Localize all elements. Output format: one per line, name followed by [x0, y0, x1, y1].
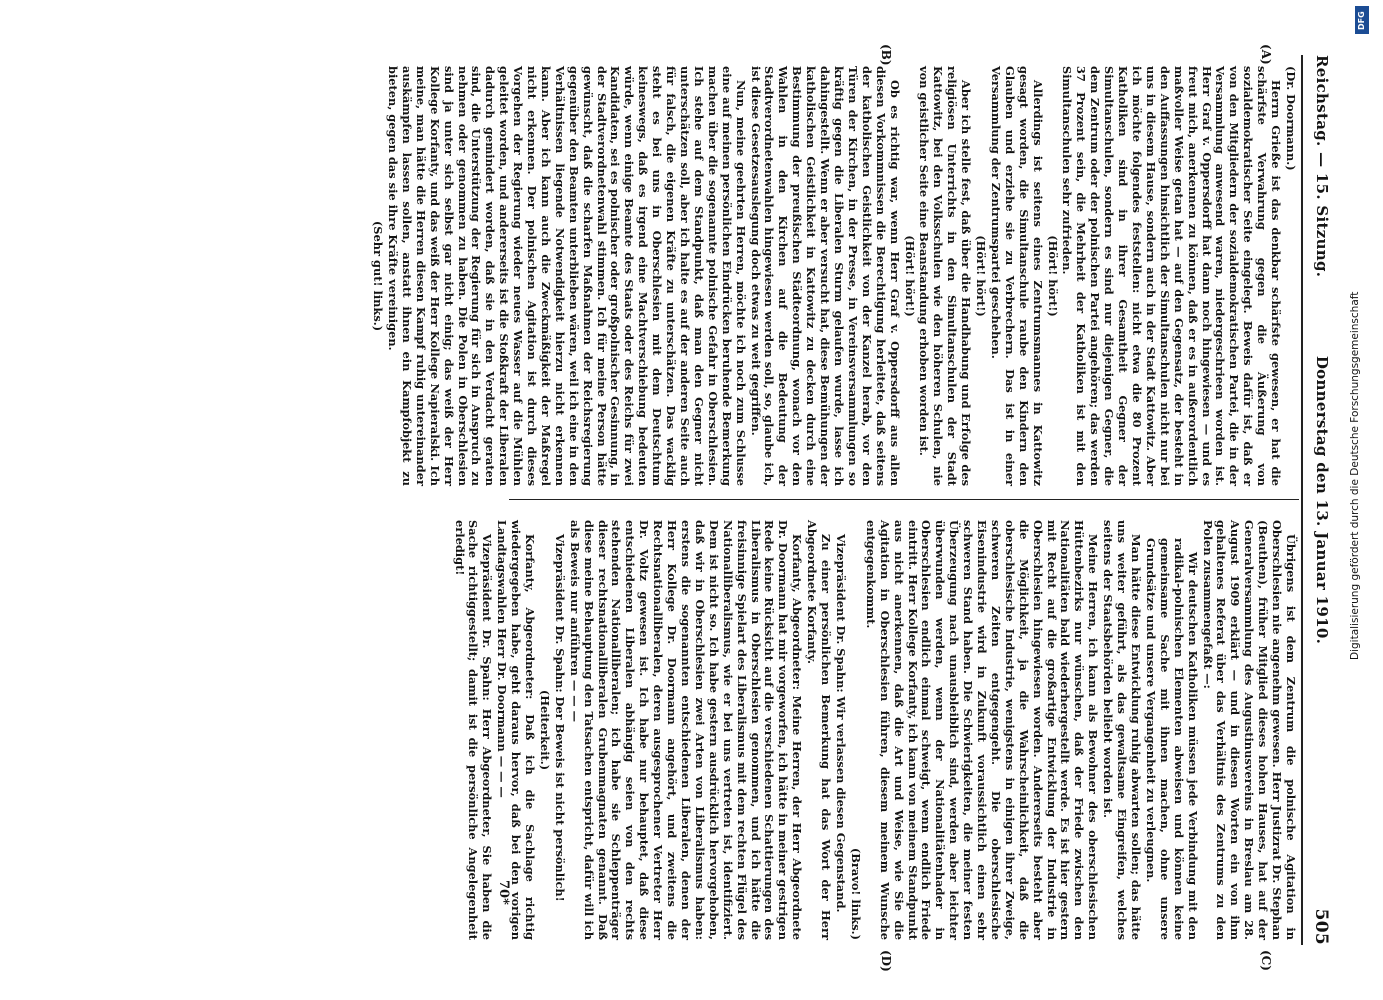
digitization-credit: Digitalisierung gefördert durch die Deutsche Forschungsgemeinschaft: [1349, 291, 1361, 660]
interjection: (Hört! hört!): [974, 235, 989, 317]
paragraph: Korfanty, Abgeordneter: Meine Herren, der Herr Abgeordnete Dr. Doormann hat mir vorgeworfen, ich hätte in meiner gestrigen Rede keine Rücksicht auf die verschiedenen Schattierungen des Liberalismus in Oberschlesien genommen, und ich hätte die freisinnige Spielart des Liberalismus mit dem rechten Flügel des Nationalliberalismus, wie er bei uns vertreten ist, identifiziert. Dem ist nicht so. Ich habe gestern ausdrücklich hervorgehoben, daß wir in Oberschlesien zwei Arten von Liberalismus haben: erstens die sogenannten entschiedenen Liberalen, denen der Herr Kollege Dr. Doormann angehört, und zweitens die Rechtsnationalliberalen, deren ausgesprochener Vertreter Herr Dr. Voltz gewesen ist. Ich habe nur behauptet, daß diese entschiedenen Liberalen abhängig seien von den rechts stehenden Nationalliberalen; ich habe sie Schleppenträger dieser rechtsnationalliberalen Grubenmagnaten genannt. Daß diese meine Behauptung den Tatsachen entspricht, dafür will ich als Beweis nur anführen — — —: [567, 520, 805, 940]
paragraph: Herrn Grieße ist das denkbar schärfste gewesen, er hat die schärfste Verwahrung gegen die Äußerung von sozialdemokratischer Seite eingelegt. Beweis dafür ist, daß er von den Mitgliedern der sozialdemokratischen Partei, die in der Versammlung anwesend waren, niedergeschrieen worden ist. Herr Graf v. Oppersdorff hat dann noch hingewiesen — und es freut mich, anerkennen zu können, daß er es in außerordentlich maßvoller Weise getan hat — auf den Gegensatz, der besteht in den Auffassungen hinsichtlich der Simultanschulen nicht nur bei uns in diesem Hause, sondern auch in der Stadt Kattowitz. Aber ich möchte folgendes feststellen: nicht etwa die 80 Prozent Katholiken sind in ihrer Gesamtheit Gegner der Simultanschulen, sondern es sind nur diejenigen Gegner, die dem Zentrum oder der polnischen Partei angehören; das werden 37 Prozent sein, die Mehrheit der Katholiken ist mit den Simultanschulen sehr zufrieden.: [1060, 66, 1284, 486]
interjection: (Bravo! links.): [848, 847, 863, 940]
quotation: Wir deutschen Katholiken müssen jede Verbindung mit den radikal-polnischen Elementen abweisen und können keine gemeinsame Sache mit ihnen machen, ohne unsere Grundsätze und unsere Vergangenheit zu verleugnen.: [1143, 538, 1200, 940]
paragraph: Nun, meine geehrten Herren, möchte ich noch zum Schlusse eine auf meinen persönlichen Eindrücken beruhende Bemerkung machen über die sogenannte polnische Gefahr in Oberschlesien. Ich stehe auf dem Standpunkt, daß man den Gegner nicht unterschätzen soll, aber ich halte es auf der anderen Seite auch für falsch, die eigenen Kräfte zu unterschätzen. Das wacklig steht es bei uns in Oberschlesien mit dem Deutschtum keineswegs, daß es irgend eine Machtverschiebung bedeuten würde, wenn einige Beamte des Staats oder des Reichs für zwei Kandidaten, sei es polnischer oder großpolnischer Gesinnung, in der Stadtverordnetenwahl stimmen. Ich für meine Person hätte gewünscht, daß die scharfen Maßnahmen der Reichsregierung gegenüber den Beamten unterblieben wären, weil ich eine in den Verhältnissen liegende Notwendigkeit hierzu nicht erkennen kann. Aber ich kann auch die Zweckmäßigkeit der Maßregel nicht erkennen. Der polnischen Agitation ist durch dieses Vorgehen der Regierung wieder neues Wasser auf die Mühlen geleitet worden, und andererseits ist die Stoßkraft der Liberalen dadurch gemindert worden, daß sie in den Verdacht geraten sind, die Unterstützung der Regierung für sich in Anspruch zu nehmen oder genommen zu haben. Die Polen in Oberschlesien sind ja unter sich selbst gar nicht einig; das weiß der Herr Kollege Korfanty, und das weiß der Herr Kollege Napieralski. Ich meine, man hätte die Herren diesen Kampf ruhig untereinander auskämpfen lassen sollen, anstatt ihnen ein Kampfobjekt zu bieten, gegen das sie ihre Kräfte vereinigen.: [386, 66, 748, 486]
header-date: Donnerstag den 13. Januar 1910.: [1313, 355, 1331, 645]
paragraph: Vizepräsident Dr. Spahn: Herr Abgeordneter, Sie haben die Sache richtiggestellt; damit ist die persönliche Angelegenheit erledigt!: [452, 520, 495, 940]
paragraph: Man hätte diese Entwicklung ruhig abwarten sollen; das hätte uns weiter geführt, als das gewaltsame Eingreifen, welches seitens der Staatsbehörden beliebt worden ist.: [1101, 520, 1144, 940]
margin-marker-b: (B): [879, 44, 893, 66]
page-number: 505: [1311, 908, 1331, 945]
page-header: [1307, 55, 1331, 945]
header-left: Reichstag. — 15. Sitzung.: [1313, 55, 1331, 278]
signature-mark: 70*: [496, 880, 511, 905]
paragraph: Korfanty, Abgeordneter: Daß ich die Sachlage richtig wiedergegeben habe, geht daraus hervor, daß bei den vorigen Landtagswahlen Herr Dr. Doormann — — —: [495, 520, 538, 940]
interjection: (Sehr gut! links.): [371, 220, 386, 332]
paragraph: Ob es richtig war, wenn Herr Graf v. Oppersdorff aus allen diesen Vorkommnissen die Berechtigung herleitete, daß seitens der katholischen Geistlichkeit von der Kanzel herab, vor den Türen der Kirchen, in der Presse, in Vereinsversammlungen so kräftig gegen die Liberalen Sturm gelaufen wurde, lasse ich dahingestellt. Wenn er aber versucht hat, diese Bemühungen der katholischen Geistlichkeit in Kattowitz zu decken durch eine Bestimmung der preußischen Städteordnung, wonach vor den Wahlen in den Kirchen auf die Bedeutung der Stadtverordnetenwahlen hingewiesen werden soll, so, glaube ich, ist diese Gesetzesauslegung doch etwas zu weit gegriffen.: [748, 66, 902, 486]
paragraph: Übrigens ist dem Zentrum die polnische Agitation in Oberschlesien nie angenehm gewesen. Herr Justizrat Dr. Stephan (Beuthen), früher Mitglied dieses hohen Hauses, hat auf der Generalversammlung des Augustinusvereins in Breslau am 28. August 1909 erklärt — und in diesen Worten ein von ihm gehaltenes Referat über das Verhältnis des Zentrums zu den Polen zusammengefaßt —:: [1200, 520, 1298, 940]
paragraph: Vizepräsident Dr. Spahn: Der Beweis ist nicht persönlich!: [552, 534, 567, 902]
speaker-tag: (Dr. Doormann.): [1284, 66, 1298, 171]
paragraph: Aber ich stelle fest, daß über die Handhabung und Erfolge des religiösen Unterrichts in den Simultanschulen der Stadt Kattowitz, bei den Volksschulen wie den höheren Schulen, nie von geistlicher Seite eine Beanstandung erhoben worden ist.: [917, 66, 974, 486]
paragraph: Allerdings ist seitens eines Zentrumsmannes in Kattowitz gesagt worden, die Simultanschule raube den Kindern den Glauben und erziehe sie zu Verbrechern. Das ist in einer Versammlung der Zentrumspartei geschehen.: [988, 66, 1045, 486]
column-divider: [509, 499, 1299, 500]
margin-marker-d: (D): [879, 950, 893, 972]
margin-marker-c: (C): [1259, 950, 1273, 971]
right-column: [451, 520, 1297, 940]
paragraph: Meine Herren, ich kann als Bewohner des oberschlesischen Hüttenbezirks nur wünschen, daß der Friede zwischen den Nationalitäten bald wiederhergestellt werde. Es ist hier gestern mit Recht auf die großartige Entwicklung der Industrie in Oberschlesien hingewiesen worden. Andererseits besteht aber die Möglichkeit, ja die Wahrscheinlichkeit, daß die oberschlesische Industrie, wenigstens in einigen ihrer Zweige, schweren Zeiten entgegengeht. Die oberschlesische Eisenindustrie wird in Zukunft voraussichtlich einen sehr schweren Stand haben. Die Schwierigkeiten, die meiner festen Überzeugung nach unausbleiblich sind, werden aber leichter überwunden werden, wenn der Nationalitätenhader in Oberschlesien endlich einmal schweigt, wenn endlich Friede eintritt. Herr Kollege Korfanty, ich kann von meinem Standpunkt aus nicht anerkennen, daß die Art und Weise, wie Sie die Agitation in Oberschlesien führen, diesem meinem Wunsche entgegenkommt.: [863, 520, 1101, 940]
header-rule: [1301, 55, 1303, 945]
left-column: [369, 66, 1297, 486]
interjection: (Hört! hört!): [1045, 235, 1060, 317]
dfg-logo: DFG: [1355, 6, 1369, 34]
margin-marker-a: (A): [1259, 44, 1273, 65]
interjection: (Heiterkeit.): [537, 689, 552, 771]
paragraph: Vizepräsident Dr. Spahn: Wir verlassen diesen Gegenstand.: [834, 534, 848, 913]
interjection: (Hört! hört!): [902, 235, 917, 317]
paragraph: Zu einer persönlichen Bemerkung hat das Wort der Herr Abgeordnete Korfanty.: [805, 520, 834, 940]
